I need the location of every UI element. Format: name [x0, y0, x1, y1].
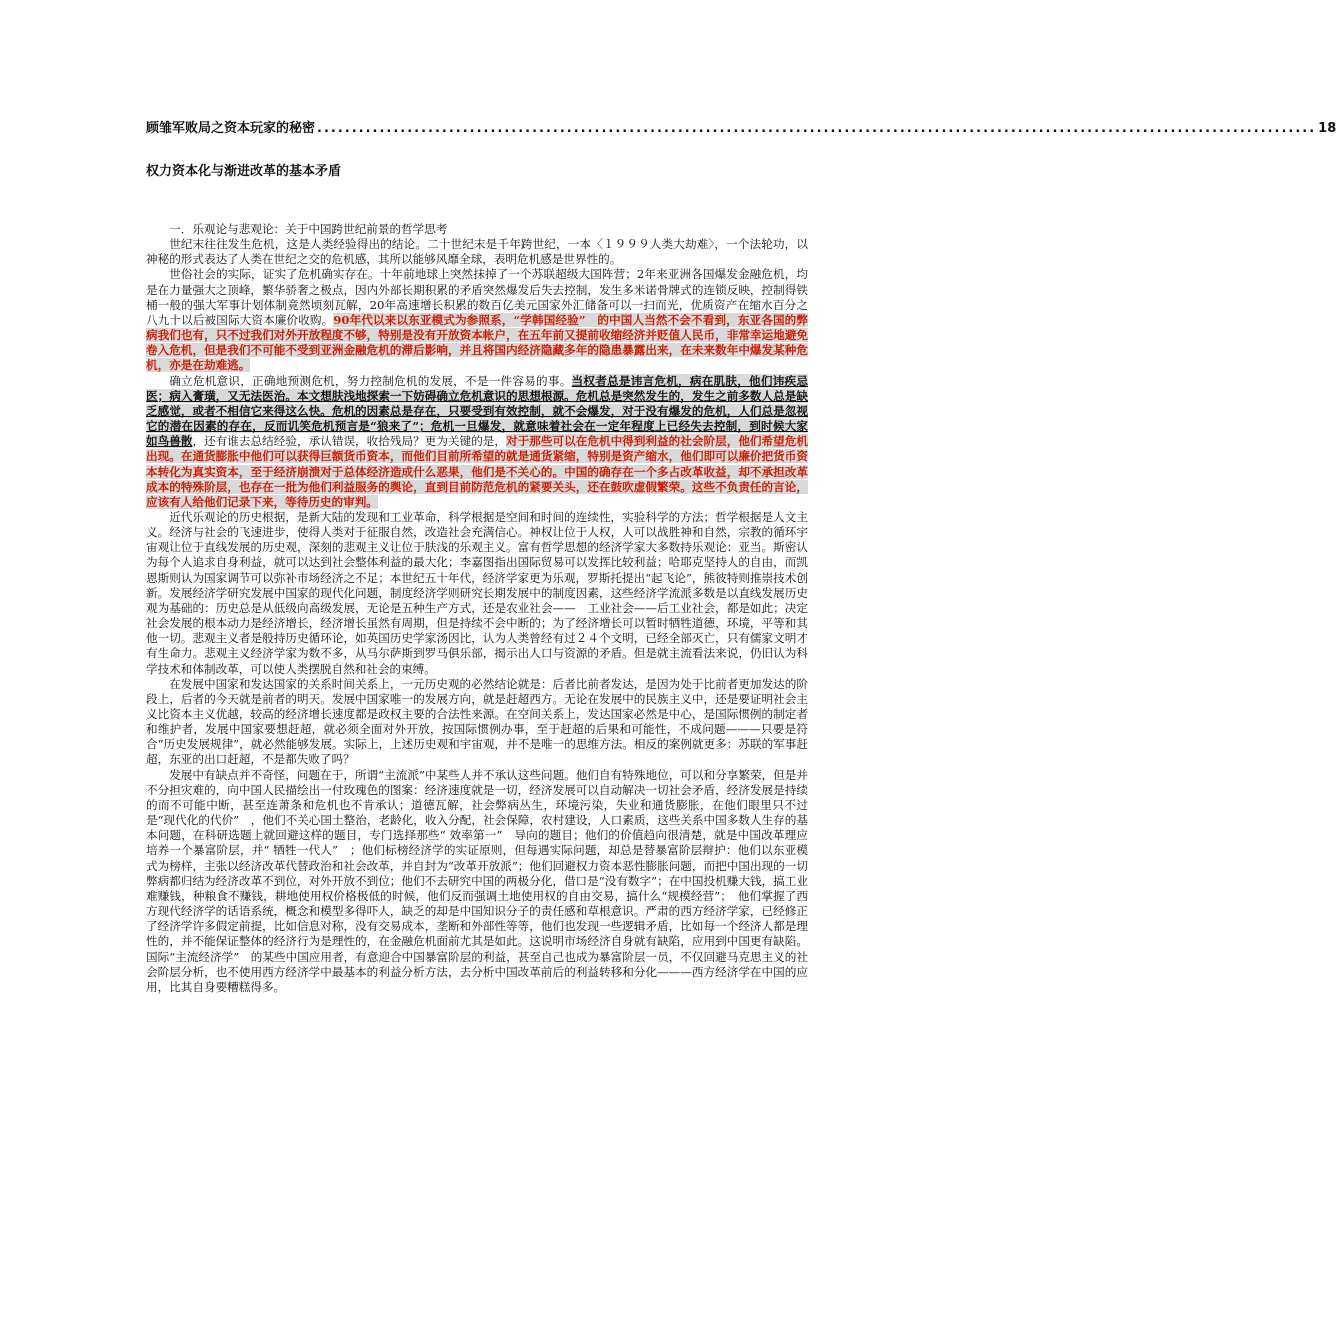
toc-page-number: 18 — [1318, 121, 1336, 136]
paragraph-4: 近代乐观论的历史根据，是新大陆的发现和工业革命，科学根据是空间和时间的连续性，实验科学的方法；哲学根据是人文主义。经济与社会的飞速进步，使得人类对于征服自然，改造社会充满信心。神权让位于人权，人可以战胜神和自然，宗教的循环宇宙观让位于直线发展的历史观，深刻的悲观主义让位于肤浅的乐观主义。富有哲学思想的经济学家大多数持乐观论：亚当。斯密认为每个人追求自身利益，就可以达到社会整体利益的最大化；李嘉图指出国际贸易可以发挥比较利益；哈耶克坚持人的自由，而凯恩斯则认为国家调节可以弥补市场经济之不足；本世纪五十年代，经济学家更为乐观，罗斯托提出“起飞论”，熊彼特则推崇技术创新。发展经济学研究发展中国家的现代化问题，制度经济学则研究长期发展中的制度因素，这些经济学流派多数是以直线发展历史观为基础的：历史总是从低级向高级发展，无论是五种生产方式，还是农业社会—— 工业社会——后工业社会，都是如此；决定社会发展的根本动力是经济增长，经济增长虽然有周期，但是持续不会中断的；为了经济增长可以暂时牺牲道德，环境，平等和其他一切。悲观主义者是般持历史循环论，如英国历史学家汤因比，认为人类曾经有过２４个文明，已经全部灭亡，只有儒家文明才有生命力。悲观主义经济学家为数不多，从马尔萨斯到罗马俱乐部，揭示出人口与资源的矛盾。但是就主流看法来说，仍旧认为科学技术和体制改革，可以使人类摆脱自然和社会的束缚。 — [146, 509, 808, 676]
paragraph-3-text-a: 确立危机意识，正确地预测危机，努力控制危机的发展，不是一件容易的事。 — [169, 373, 572, 388]
toc-entry[interactable] — [146, 116, 1336, 136]
paragraph-3-underline: 当权者总是讳言危机，病在肌肤，他们讳疾忌医；病入膏璜，又无法医治。本文想肤浅地探索一下妨碍确立危机意识的思想根源。危机总是突然发生的，发生之前多数人总是缺乏感觉，或者不相信它来得这么快。危机的因素总是存在，只要受到有效控制，就不会爆发，对于没有爆发的危机，人们总是忽视它的潜在因素的存在，反而讥笑危机预言是“狼来了”；危机一旦爆发，就意味着社会在一定年程度上已经失去控制，到时候大家如鸟兽散 — [146, 373, 808, 449]
paragraph-2 — [146, 267, 808, 373]
paragraph-5: 在发展中国家和发达国家的关系时间关系上，一元历史观的必然结论就是：后者比前者发达，是因为处于比前者更加发达的阶段上，后者的今天就是前者的明天。发展中国家唯一的发展方向，就是赶超西方。无论在发展中的民族主义中，还是要证明社会主义比资本主义优越，较高的经济增长速度都是政权主要的合法性来源。在空间关系上，发达国家必然是中心，是国际惯例的制定者和维护者，发展中国家要想赶超，就必须全面对外开放，按国际惯例办事，至于赶超的后果和可能性，不成问题———只要是符合“历史发展规律”，就必然能够发展。实际上，上述历史观和宇宙观，并不是唯一的思维方法。相反的案例就更多：苏联的军事赶超，东亚的出口赶超，不是都失败了吗？ — [146, 676, 808, 767]
paragraph-1: 世纪末往往发生危机，这是人类经验得出的结论。二十世纪末是千年跨世纪，一本〈１９９９人类大劫难〉，一个法轮功，以神秘的形式表达了人类在世纪之交的危机感，其所以能够风靡全球，表明危机感是世界性的。 — [146, 237, 808, 267]
toc-title: 顾雏军败局之资本玩家的秘密 — [146, 121, 316, 136]
paragraph-3-text-b: ，还有谁去总结经验，承认错误，收拾残局？更为关键的是， — [192, 434, 507, 449]
paragraph-3-highlight: 对于那些可以在危机中得到利益的社会阶层，他们希望危机出现。在通货膨胀中他们可以获得巨额货币资本，而他们目前所希望的就是通货紧缩，特别是资产缩水，他们即可以廉价把货币资本转化为真实资本，至于经济崩溃对于总体经济造成什么恶果，他们是不关心的。中国的确存在一个多占改革收益，却不承担改革成本的特殊阶层，也存在一批为他们利益服务的舆论，直到目前防范危机的紧要关头，还在鼓吹虚假繁荣。这些不负责任的言论，应该有人给他们记录下来，等待历史的审判。 — [146, 434, 808, 509]
paragraph-3 — [146, 374, 808, 510]
paragraph-2-highlight: 90年代以来以东亚模式为参照系，“学韩国经验” 的中国人当然不会不看到，东亚各国的弊病我们也有，只不过我们对外开放程度不够，特别是没有开放资本帐户，在五年前又提前收缩经济并贬值人民币，非常幸运地避免卷入危机，但是我们不可能不受到亚洲金融危机的滞后影响，并且将国内经济隐藏多年的隐患暴露出来，在未来数年中爆发某种危机，亦是在劫难逃。 — [146, 312, 808, 373]
paragraph-2-text: 世俗社会的实际，证实了危机确实存在。十年前地球上突然抹掉了一个苏联超级大国阵营；2年来亚洲各国爆发金融危机，均是在力量强大之顶峰，繁华骄奢之极点，因内外部长期积累的矛盾突然爆发后失去控制，发生多米诺骨牌式的连锁反映，控制得铁桶一般的强大军事计划体制竟然顷刻瓦解，20年高速增长积累的数百亿美元国家外汇储备可以一扫而光，优质资产在缩水百分之八九十以后被国际大资本廉价收购。 — [146, 267, 808, 327]
article-body — [146, 222, 808, 995]
section-heading: 权力资本化与渐进改革的基本矛盾 — [146, 164, 342, 179]
subheading: 一．乐观论与悲观论：关于中国跨世纪前景的哲学思考 — [169, 222, 448, 236]
toc-leader: ................................................................................................................................................ — [317, 121, 1317, 136]
paragraph-6: 发展中有缺点并不奇怪，问题在于，所谓“主流派”中某些人并不承认这些问题。他们自有特殊地位，可以和分享繁荣，但是并不分担灾难的，向中国人民描绘出一付玫瑰色的图案：经济速度就是一切，经济发展可以自动解决一切社会矛盾，经济发展是持续的而不可能中断，甚至连萧条和危机也不肯承认；道德瓦解，社会弊病丛生，环境污染，失业和通货膨胀，在他们眼里只不过是“现代化的代价” ，他们不关心国土整治，老龄化，收入分配，社会保障，农村建设，人口素质，这些关系中国多数人生存的基本问题，在科研选题上就回避这样的题目，专门选择那些“ 效率第一” 导向的题目；他们的价值趋向很清楚，就是中国改革理应培养一个暴富阶层，并“ 牺牲一代人” ；他们标榜经济学的实证原则，但每遇实际问题，却总是替暴富阶层辩护：他们以东亚模式为榜样，主张以经济改革代替政治和社会改革，并自封为“改革开放派”；他们回避权力资本恶性膨胀问题，而把中国出现的一切弊病都归结为经济改革不到位，对外开放不到位；他们不去研究中国的两极分化，借口是“没有数字”；在中国投机赚大钱，搞工业难赚钱，种粮食不赚钱，耕地使用权价格极低的时候，他们反而强调土地使用权的自由交易，搞什么“规模经营”； 他们掌握了西方现代经济学的话语系统，概念和模型多得吓人，缺乏的却是中国知识分子的责任感和草根意识。严肃的西方经济学家，已经修正了经济学许多假定前提，比如信息对称，没有交易成本，垄断和外部性等等，他们也发现一些逻辑矛盾，比如每一个经济人都是理性的，并不能保证整体的经济行为是理性的，在金融危机面前尤其是如此。这说明市场经济自身就有缺陷，应用到中国更有缺陷。国际“主流经济学” 的某些中国应用者，有意迎合中国暴富阶层的利益，甚至自己也成为暴富阶层一员，不仅回避马克思主义的社会阶层分析，也不使用西方经济学中最基本的利益分析方法，去分析中国改革前后的利益转移和分化———西方经济学在中国的应用，比其自身要糟糕得多。 — [146, 767, 808, 994]
